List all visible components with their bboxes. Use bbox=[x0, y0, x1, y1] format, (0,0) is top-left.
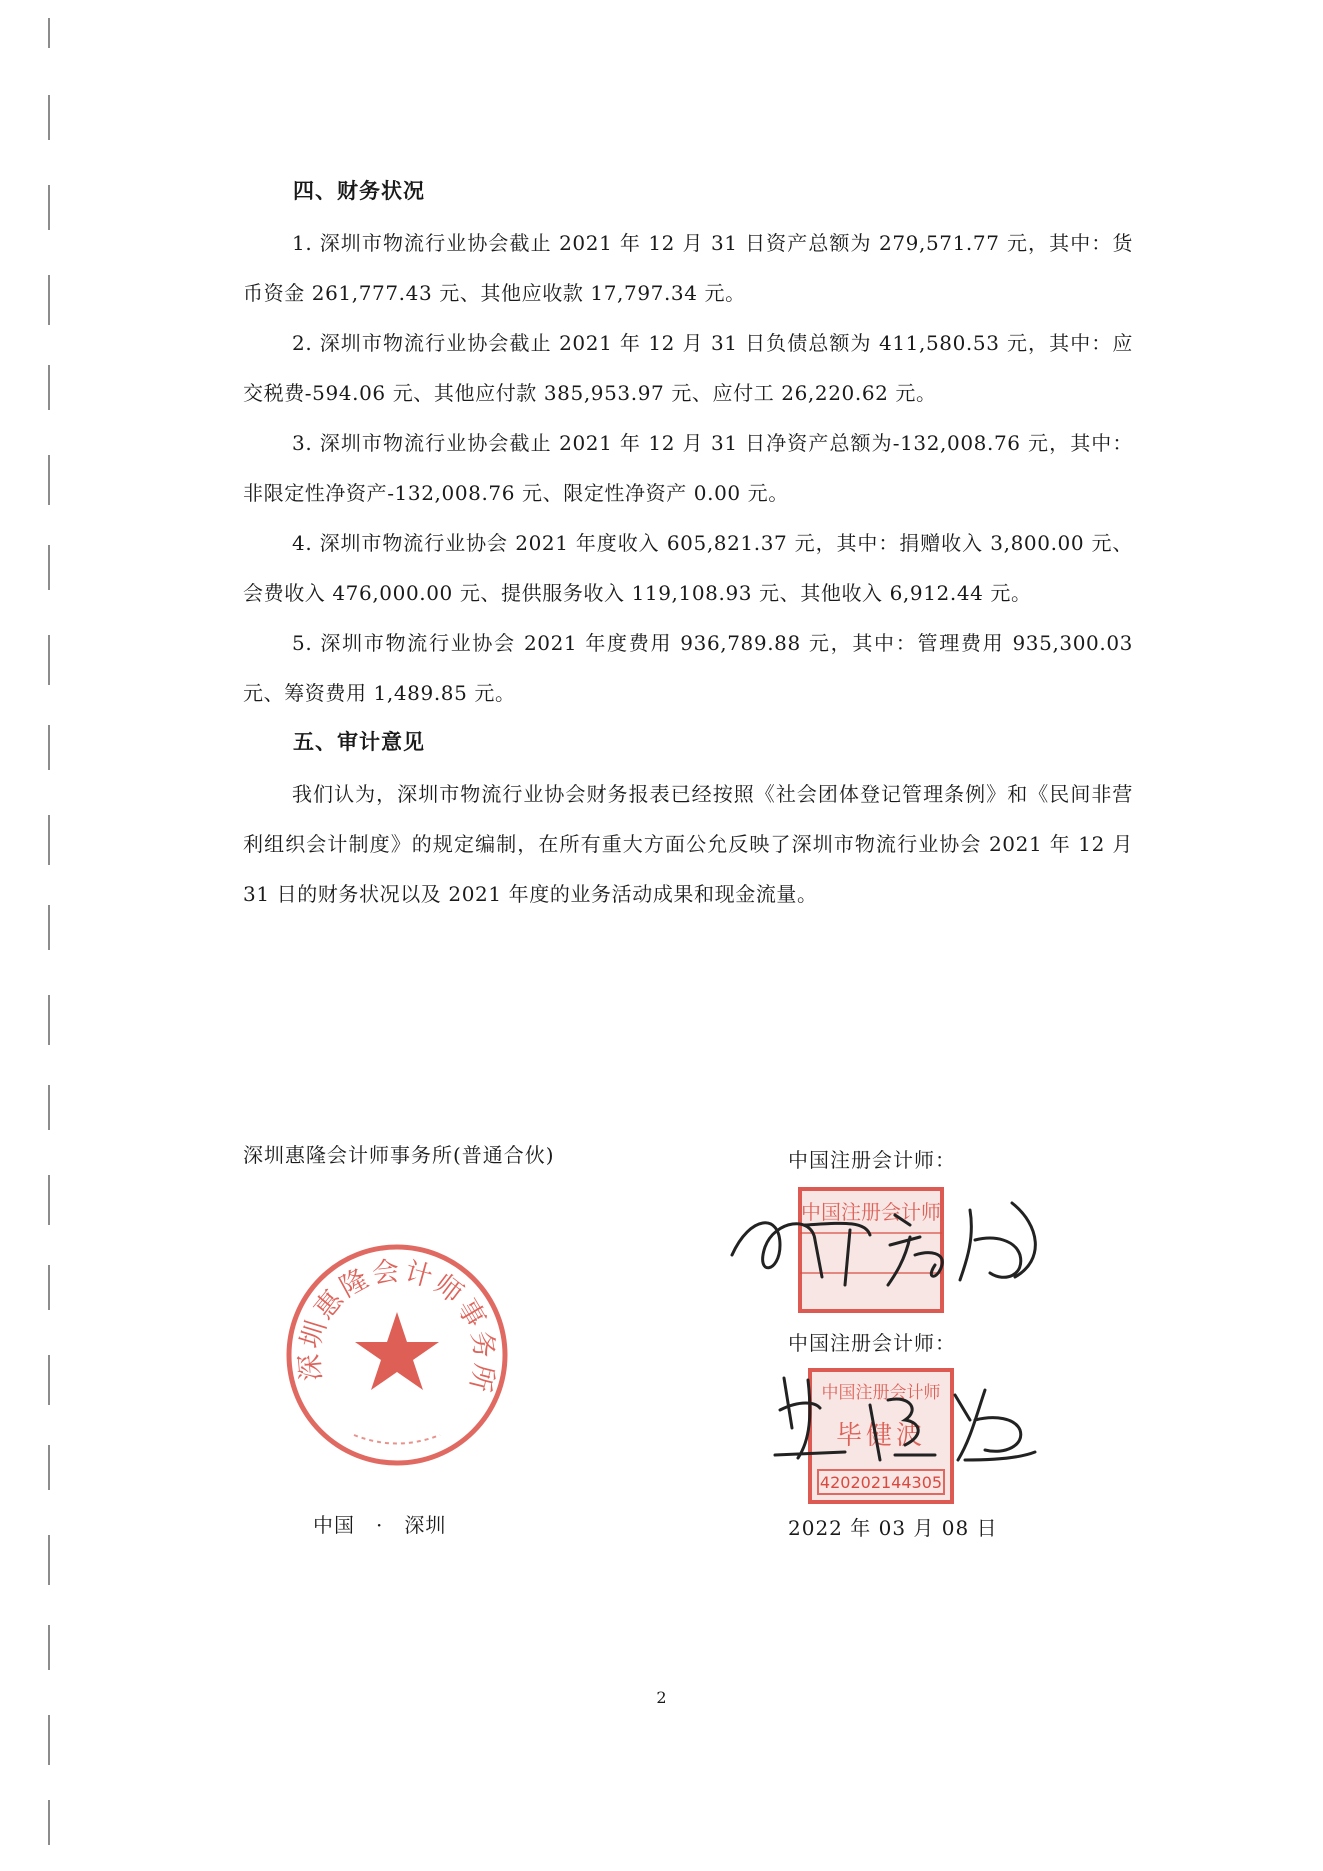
binding-mark bbox=[48, 1715, 50, 1765]
binding-mark bbox=[48, 635, 50, 685]
signature-1 bbox=[720, 1185, 1050, 1299]
binding-mark bbox=[48, 275, 50, 325]
cpa-stamp-2-text: 中国注册会计师 bbox=[821, 1383, 941, 1403]
binding-mark bbox=[48, 1355, 50, 1405]
financial-item-1: 1. 深圳市物流行业协会截止 2021 年 12 月 31 日资产总额为 279,571.77 元，其中：货币资金 261,777.43 元、其他应收款 17,797.34 元。 bbox=[243, 231, 1133, 305]
binding-mark bbox=[48, 545, 50, 590]
binding-mark bbox=[48, 815, 50, 865]
audit-opinion-text: 我们认为，深圳市物流行业协会财务报表已经按照《社会团体登记管理条例》和《民间非营利组织会计制度》的规定编制，在所有重大方面公允反映了深圳市物流行业协会 2021 年 12 月 31 日的财务状况以及 2021 年度的业务活动成果和现金流量。 bbox=[243, 782, 1133, 906]
binding-mark bbox=[48, 1800, 50, 1845]
financial-item-3: 3. 深圳市物流行业协会截止 2021 年 12 月 31 日净资产总额为-132,008.76 元，其中：非限定性净资产-132,008.76 元、限定性净资产 0.00 元。 bbox=[243, 431, 1133, 505]
binding-mark bbox=[48, 1085, 50, 1130]
binding-mark bbox=[48, 1175, 50, 1225]
cpa-label-2: 中国注册会计师： bbox=[788, 1331, 956, 1355]
binding-mark bbox=[48, 995, 50, 1045]
firm-name: 深圳惠隆会计师事务所(普通合伙) bbox=[243, 1143, 555, 1167]
cpa-label-1: 中国注册会计师： bbox=[788, 1148, 956, 1172]
binding-mark bbox=[48, 725, 50, 770]
financial-item-2: 2. 深圳市物流行业协会截止 2021 年 12 月 31 日负债总额为 411,580.53 元，其中：应交税费-594.06 元、其他应付款 385,953.97 元、应付工 26,220.62 元。 bbox=[243, 331, 1133, 405]
binding-margin bbox=[0, 0, 70, 1871]
section4-heading: 四、财务状况 bbox=[293, 178, 425, 203]
cpa-stamp-2-number: 420202144305 bbox=[819, 1473, 943, 1492]
firm-location: 中国 · 深圳 bbox=[313, 1513, 447, 1537]
binding-mark bbox=[48, 905, 50, 950]
cpa-stamp-1-text: 中国注册会计师 bbox=[801, 1200, 941, 1224]
signature-2 bbox=[770, 1360, 1040, 1474]
cpa-stamp-2-name: 毕健波 bbox=[835, 1421, 927, 1451]
binding-mark bbox=[48, 1445, 50, 1490]
binding-mark bbox=[48, 365, 50, 410]
binding-mark bbox=[48, 95, 50, 140]
report-date: 2022 年 03 月 08 日 bbox=[788, 1516, 998, 1540]
star-icon bbox=[355, 1312, 439, 1390]
binding-mark bbox=[48, 1265, 50, 1310]
binding-mark bbox=[48, 18, 50, 48]
binding-mark bbox=[48, 1625, 50, 1670]
firm-seal bbox=[282, 1240, 512, 1474]
binding-mark bbox=[48, 185, 50, 230]
section5-heading: 五、审计意见 bbox=[293, 729, 425, 754]
financial-item-5: 5. 深圳市物流行业协会 2021 年度费用 936,789.88 元，其中：管理费用 935,300.03 元、筹资费用 1,489.85 元。 bbox=[243, 631, 1133, 705]
financial-item-4: 4. 深圳市物流行业协会 2021 年度收入 605,821.37 元，其中：捐赠收入 3,800.00 元、会费收入 476,000.00 元、提供服务收入 119,108.93 元、其他收入 6,912.44 元。 bbox=[243, 531, 1133, 605]
firm-seal-text: 深圳惠隆会计师事务所 bbox=[294, 1255, 501, 1398]
binding-mark bbox=[48, 1535, 50, 1585]
binding-mark bbox=[48, 455, 50, 505]
page-number: 2 bbox=[656, 1688, 667, 1707]
